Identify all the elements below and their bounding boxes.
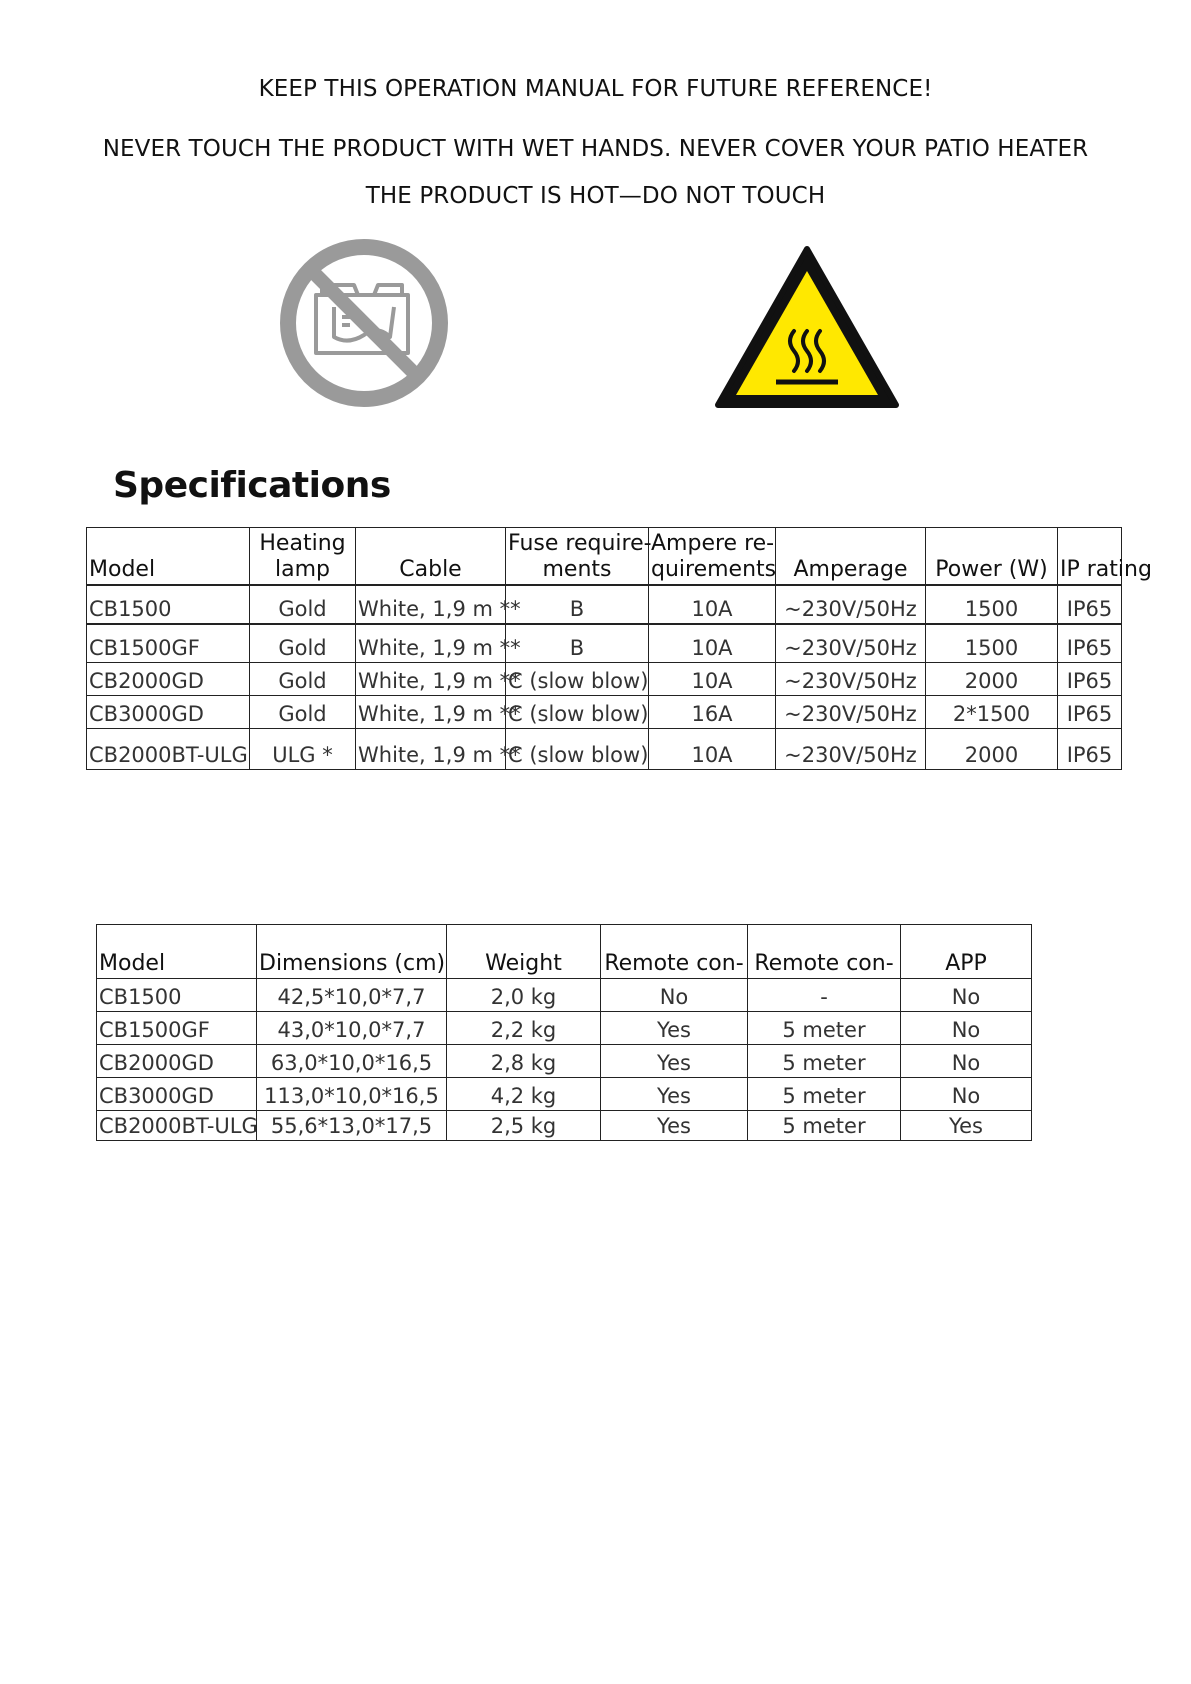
cell-dimensions: 55,6*13,0*17,5	[257, 1111, 447, 1141]
cell-range: 5 meter	[748, 1078, 901, 1111]
header-line: Ampere re-	[651, 531, 775, 556]
cell-remote: Yes	[601, 1045, 748, 1078]
table-row	[97, 979, 1032, 1012]
cell-ip: IP65	[1058, 663, 1122, 696]
cell-cable: White, 1,9 m **	[356, 585, 506, 624]
cell-remote: Yes	[601, 1012, 748, 1045]
header-line: ments	[542, 557, 612, 582]
cell-range: 5 meter	[748, 1045, 901, 1078]
cell-range: 5 meter	[748, 1111, 901, 1141]
cell-app: No	[901, 1012, 1032, 1045]
warning-wet-hands: NEVER TOUCH THE PRODUCT WITH WET HANDS. NEVER COVER YOUR PATIO HEATER	[102, 136, 1089, 162]
cell-remote: Yes	[601, 1078, 748, 1111]
table-row	[87, 624, 1122, 663]
table-header-row	[97, 925, 1032, 979]
cell-dimensions: 63,0*10,0*16,5	[257, 1045, 447, 1078]
cell-amperage: ~230V/50Hz	[776, 696, 926, 729]
cell-amperage: ~230V/50Hz	[776, 663, 926, 696]
col-ip: IP rating	[1058, 528, 1122, 586]
header-line: Heating	[259, 531, 346, 556]
cell-cable: White, 1,9 m **	[356, 624, 506, 663]
hot-surface-warning-icon	[714, 245, 900, 411]
table-row	[97, 1012, 1032, 1045]
cell-weight: 2,5 kg	[447, 1111, 601, 1141]
table-row	[97, 1078, 1032, 1111]
cell-model: CB3000GD	[97, 1078, 257, 1111]
warning-keep-manual: KEEP THIS OPERATION MANUAL FOR FUTURE REFERENCE!	[258, 76, 933, 102]
header-line: quirements	[651, 557, 777, 582]
cell-amperage: ~230V/50Hz	[776, 585, 926, 624]
cell-app: No	[901, 979, 1032, 1012]
cell-power: 2000	[926, 729, 1058, 770]
cell-ip: IP65	[1058, 696, 1122, 729]
cell-weight: 2,8 kg	[447, 1045, 601, 1078]
col-fuse	[506, 528, 652, 586]
col-model: Model	[97, 925, 257, 979]
cell-fuse: C (slow blow)	[506, 663, 649, 696]
cell-model: CB1500GF	[87, 624, 250, 663]
cell-ip: IP65	[1058, 624, 1122, 663]
col-power: Power (W)	[926, 528, 1058, 586]
cell-model: CB2000BT-ULG	[87, 729, 250, 770]
cell-weight: 2,0 kg	[447, 979, 601, 1012]
cell-fuse: C (slow blow)	[506, 729, 649, 770]
cell-lamp: Gold	[250, 696, 356, 729]
cell-model: CB1500	[97, 979, 257, 1012]
warning-hot-product: THE PRODUCT IS HOT—DO NOT TOUCH	[365, 183, 826, 209]
table-row	[87, 696, 1122, 729]
col-ampere	[649, 528, 776, 586]
cell-model: CB1500	[87, 585, 250, 624]
cell-amperage: ~230V/50Hz	[776, 729, 926, 770]
table-row	[97, 1111, 1032, 1141]
cell-power: 1500	[926, 624, 1058, 663]
col-remote-control: Remote con-	[601, 925, 748, 979]
cell-fuse: C (slow blow)	[506, 696, 649, 729]
cell-amperage: ~230V/50Hz	[776, 624, 926, 663]
cell-ampere: 10A	[649, 663, 776, 696]
table-row	[87, 585, 1122, 624]
cell-lamp: ULG *	[250, 729, 356, 770]
cell-model: CB2000GD	[97, 1045, 257, 1078]
cell-dimensions: 43,0*10,0*7,7	[257, 1012, 447, 1045]
dimensions-table	[96, 924, 1032, 1141]
col-cable: Cable	[356, 528, 506, 586]
cell-dimensions: 113,0*10,0*16,5	[257, 1078, 447, 1111]
cell-ampere: 10A	[649, 729, 776, 770]
cell-app: Yes	[901, 1111, 1032, 1141]
cell-model: CB1500GF	[97, 1012, 257, 1045]
cell-weight: 4,2 kg	[447, 1078, 601, 1111]
table-row	[87, 663, 1122, 696]
cell-model: CB2000BT-ULG	[97, 1111, 257, 1141]
cell-cable: White, 1,9 m **	[356, 696, 506, 729]
header-line: Fuse require-	[508, 531, 652, 556]
cell-remote: No	[601, 979, 748, 1012]
header-line: lamp	[275, 557, 330, 582]
cell-weight: 2,2 kg	[447, 1012, 601, 1045]
cell-app: No	[901, 1045, 1032, 1078]
cell-fuse: B	[506, 624, 649, 663]
col-heating-lamp	[250, 528, 356, 586]
cell-ip: IP65	[1058, 729, 1122, 770]
cell-ampere: 10A	[649, 585, 776, 624]
cell-range: 5 meter	[748, 1012, 901, 1045]
cell-dimensions: 42,5*10,0*7,7	[257, 979, 447, 1012]
cell-lamp: Gold	[250, 585, 356, 624]
cell-power: 2000	[926, 663, 1058, 696]
col-app: APP	[901, 925, 1032, 979]
cell-ip: IP65	[1058, 585, 1122, 624]
cell-lamp: Gold	[250, 663, 356, 696]
cell-ampere: 16A	[649, 696, 776, 729]
cell-power: 1500	[926, 585, 1058, 624]
cell-cable: White, 1,9 m **	[356, 729, 506, 770]
col-dimensions: Dimensions (cm)	[257, 925, 447, 979]
cell-remote: Yes	[601, 1111, 748, 1141]
table-row	[87, 729, 1122, 770]
cell-app: No	[901, 1078, 1032, 1111]
table-header-row	[87, 528, 1122, 586]
col-model: Model	[87, 528, 250, 586]
col-weight: Weight	[447, 925, 601, 979]
table-row	[97, 1045, 1032, 1078]
cell-fuse: B	[506, 585, 649, 624]
cell-range: -	[748, 979, 901, 1012]
page-title: Specifications	[113, 465, 391, 506]
specifications-table	[86, 527, 1152, 770]
cell-lamp: Gold	[250, 624, 356, 663]
cell-power: 2*1500	[926, 696, 1058, 729]
cell-cable: White, 1,9 m **	[356, 663, 506, 696]
cell-ampere: 10A	[649, 624, 776, 663]
col-amperage: Amperage	[776, 528, 926, 586]
col-remote-range: Remote con-	[748, 925, 901, 979]
cell-model: CB2000GD	[87, 663, 250, 696]
no-cover-icon	[278, 237, 450, 409]
cell-model: CB3000GD	[87, 696, 250, 729]
